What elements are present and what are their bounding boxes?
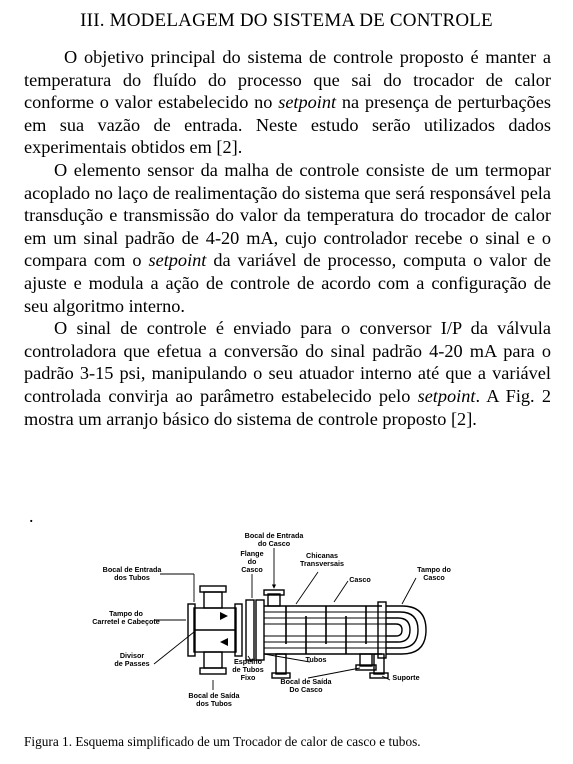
label-bocal-saida-casco-2: Do Casco xyxy=(289,685,323,694)
baffles xyxy=(286,606,366,654)
label-casco: Casco xyxy=(349,575,371,584)
paragraph-3-text-b: . A Fig. 2 mostra um arranjo básico do sistema de controle proposto [2]. xyxy=(24,385,551,429)
channel-head xyxy=(188,604,242,656)
paragraph-3 xyxy=(24,317,551,430)
label-divisor-2: de Passes xyxy=(114,659,150,668)
label-suporte: Suporte xyxy=(392,673,420,682)
label-bocal-saida-tubos-2: dos Tubos xyxy=(196,699,232,708)
label-bocal-saida-casco-1: Bocal de Saída xyxy=(280,677,332,686)
flow-arrows xyxy=(220,612,228,646)
label-bocal-saida-tubos-1: Bocal de Saída xyxy=(188,691,240,700)
figure-caption: Figura 1. Esquema simplificado de um Trocador de calor de casco e tubos. xyxy=(24,734,421,749)
label-flange-3: Casco xyxy=(241,565,263,574)
paragraph-2-text-b: da variável de processo, computa o valor de ajuste e modula a ação de controle de acordo com a configuração de seu algoritmo interno. xyxy=(24,250,551,316)
stray-dot: . xyxy=(29,506,34,526)
tube-sheet xyxy=(246,600,264,660)
paragraph-2-text-a: O elemento sensor da malha de controle consiste de um termopar acoplado no laço de realimentação do sistema que será responsável pela transdução e transmissão do valor da temperatura do trocador de calor em um sinal padrão de 4-20 mA, cujo controlador recebe o sinal e o compara com o xyxy=(24,159,551,271)
label-flange-2: do xyxy=(247,557,257,566)
label-tubos: Tubos xyxy=(305,655,327,664)
label-tampo-casco-2: Casco xyxy=(423,573,445,582)
label-tampo-carretel-1: Tampo do xyxy=(109,609,143,618)
heat-exchanger-figure xyxy=(90,530,490,720)
diagram-labels xyxy=(92,531,451,708)
tubes xyxy=(264,612,386,648)
section-heading: III. MODELAGEM DO SISTEMA DE CONTROLE xyxy=(80,10,493,31)
label-espelho-1: Espelho xyxy=(234,657,262,666)
label-tampo-carretel-2: Carretel e Cabeçote xyxy=(92,617,160,626)
paragraph-1-text-a: O objetivo principal do sistema de controle proposto é manter a temperatura do fluído do processo que sai do trocador de calor conforme o valor estabelecido no xyxy=(24,47,551,113)
label-chicanas-2: Transversais xyxy=(300,559,344,568)
paragraph-1 xyxy=(24,46,551,159)
paragraph-1-text-b: na presença de perturbações em sua vazão de entrada. Neste estudo serão utilizados dados experimentais obtidos em [2]. xyxy=(24,92,551,158)
label-espelho-2: de Tubos xyxy=(232,665,264,674)
label-flange-1: Flange xyxy=(240,549,264,558)
label-bocal-entrada-casco-2: do Casco xyxy=(257,539,291,548)
paragraph-3-text-a: O sinal de controle é enviado para o conversor I/P da válvula controladora que efetua a conversão do sinal padrão 4-20 mA para o padrão 3-15 psi, manipulando o seu atuador interno até que a variável controlada convirja ao parâmetro estabelecido pelo xyxy=(24,318,551,406)
label-bocal-entrada-tubos-1: Bocal de Entrada xyxy=(102,565,162,574)
label-bocal-entrada-tubos-2: dos Tubos xyxy=(114,573,150,582)
paragraph-2-setpoint: setpoint xyxy=(148,250,207,271)
body-text xyxy=(24,46,551,430)
paragraph-3-setpoint: setpoint xyxy=(417,385,476,406)
label-divisor-1: Divisor xyxy=(119,651,145,660)
label-tampo-casco-1: Tampo do xyxy=(417,565,451,574)
shell xyxy=(264,602,426,658)
paragraph-1-setpoint: setpoint xyxy=(278,92,337,113)
paragraph-2 xyxy=(24,159,551,317)
heat-exchanger-diagram xyxy=(90,530,490,720)
label-espelho-3: Fixo xyxy=(240,673,256,682)
label-bocal-entrada-casco-1: Bocal de Entrada xyxy=(244,531,304,540)
label-chicanas-1: Chicanas xyxy=(306,551,338,560)
